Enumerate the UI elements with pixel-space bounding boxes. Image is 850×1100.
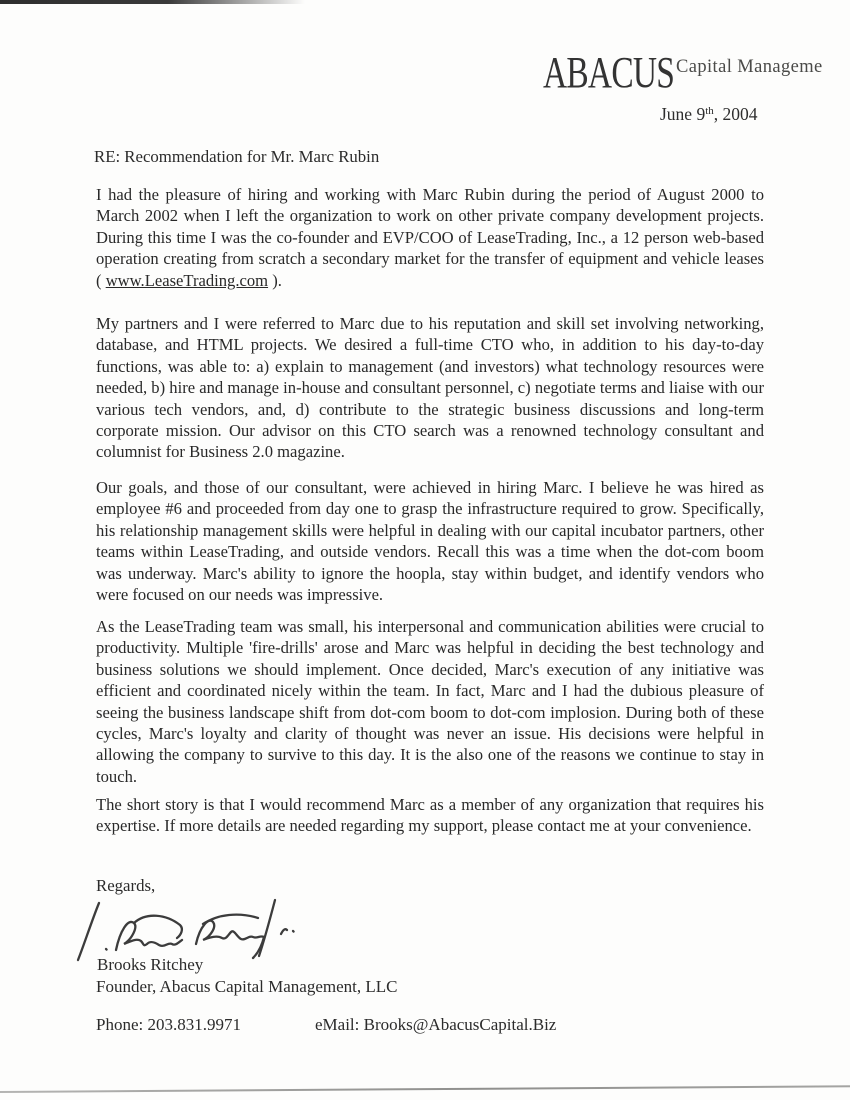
subject-line: RE: Recommendation for Mr. Marc Rubin bbox=[94, 147, 380, 166]
date-prefix: June 9 bbox=[660, 104, 706, 124]
company-logo-text: ABACUS bbox=[543, 48, 675, 97]
date-ordinal-superscript: th bbox=[705, 105, 714, 117]
signer-name: Brooks Ritchey bbox=[97, 955, 204, 974]
handwritten-signature-image bbox=[76, 893, 332, 963]
email-line bbox=[315, 1015, 556, 1035]
scan-artifact-top-edge bbox=[0, 0, 305, 4]
paragraph-1 bbox=[96, 184, 764, 291]
phone-line bbox=[96, 1015, 241, 1035]
leasetrading-url: www.LeaseTrading.com bbox=[105, 270, 269, 290]
paragraph-1-tail: ). bbox=[268, 270, 282, 290]
paragraph-4: As the LeaseTrading team was small, his interpersonal and communication abilities were crucial to productivity. Multiple 'fire-drills' arose and Marc was helpful in deciding the best technology and business solutions we should implement. Once decided, Marc's execution of any initiative was efficient and coordinated nicely within the team. In fact, Marc and I had the dubious pleasure of seeing the business landscape shift from dot-com boom to dot-com implosion. During both of these cycles, Marc's loyalty and clarity of thought was never an issue. His decisions were helpful in allowing the company to survive to this day. It is the also one of the reasons we continue to stay in touch. bbox=[96, 617, 764, 786]
scan-artifact-bottom-edge bbox=[0, 1085, 850, 1093]
closing-salutation: Regards, bbox=[96, 876, 156, 895]
date-suffix: , 2004 bbox=[713, 104, 758, 124]
paragraph-5: The short story is that I would recommend Marc as a member of any organization that requires his expertise. If more details are needed regarding my support, please contact me at your convenience. bbox=[96, 795, 764, 836]
paragraph-1-text: I had the pleasure of hiring and working with Marc Rubin during the period of August 2000 to March 2002 when I left the organization to work on other private company development projects. During this time I was the co-founder and EVP/COO of LeaseTrading, Inc., a 12 person web-based operation creating from scratch a secondary market for the transfer of equipment and vehicle leases ( bbox=[96, 185, 764, 290]
email-label: eMail: bbox=[315, 1015, 360, 1034]
email-value: Brooks@AbacusCapital.Biz bbox=[363, 1015, 557, 1034]
paragraph-2: My partners and I were referred to Marc due to his reputation and skill set involving networking, database, and HTML projects. We desired a full-time CTO who, in addition to his day-to-day functions, was able to: a) explain to management (and investors) what technology resources were needed, b) hire and manage in-house and consultant personnel, c) negotiate terms and liaise with our various tech vendors, and, d) contribute to the strategic business discussions and long-term corporate mission. Our advisor on this CTO search was a renowned technology consultant and columnist for Business 2.0 magazine. bbox=[96, 314, 764, 462]
letter-date bbox=[660, 104, 758, 125]
phone-label: Phone: bbox=[96, 1015, 144, 1034]
company-logo-suffix: Capital Manageme bbox=[676, 57, 823, 77]
phone-value: 203.831.9971 bbox=[147, 1015, 241, 1034]
signer-title: Founder, Abacus Capital Management, LLC bbox=[96, 977, 398, 996]
paragraph-3: Our goals, and those of our consultant, were achieved in hiring Marc. I believe he was hired as employee #6 and proceeded from day one to grasp the infrastructure required to grow. Specifically, his relationship management skills were helpful in dealing with our capital incubator partners, other teams within LeaseTrading, and outside vendors. Recall this was a time when the dot-com boom was underway. Marc's ability to ignore the hoopla, stay within budget, and identify vendors who were focused on our needs was impressive. bbox=[96, 478, 764, 605]
